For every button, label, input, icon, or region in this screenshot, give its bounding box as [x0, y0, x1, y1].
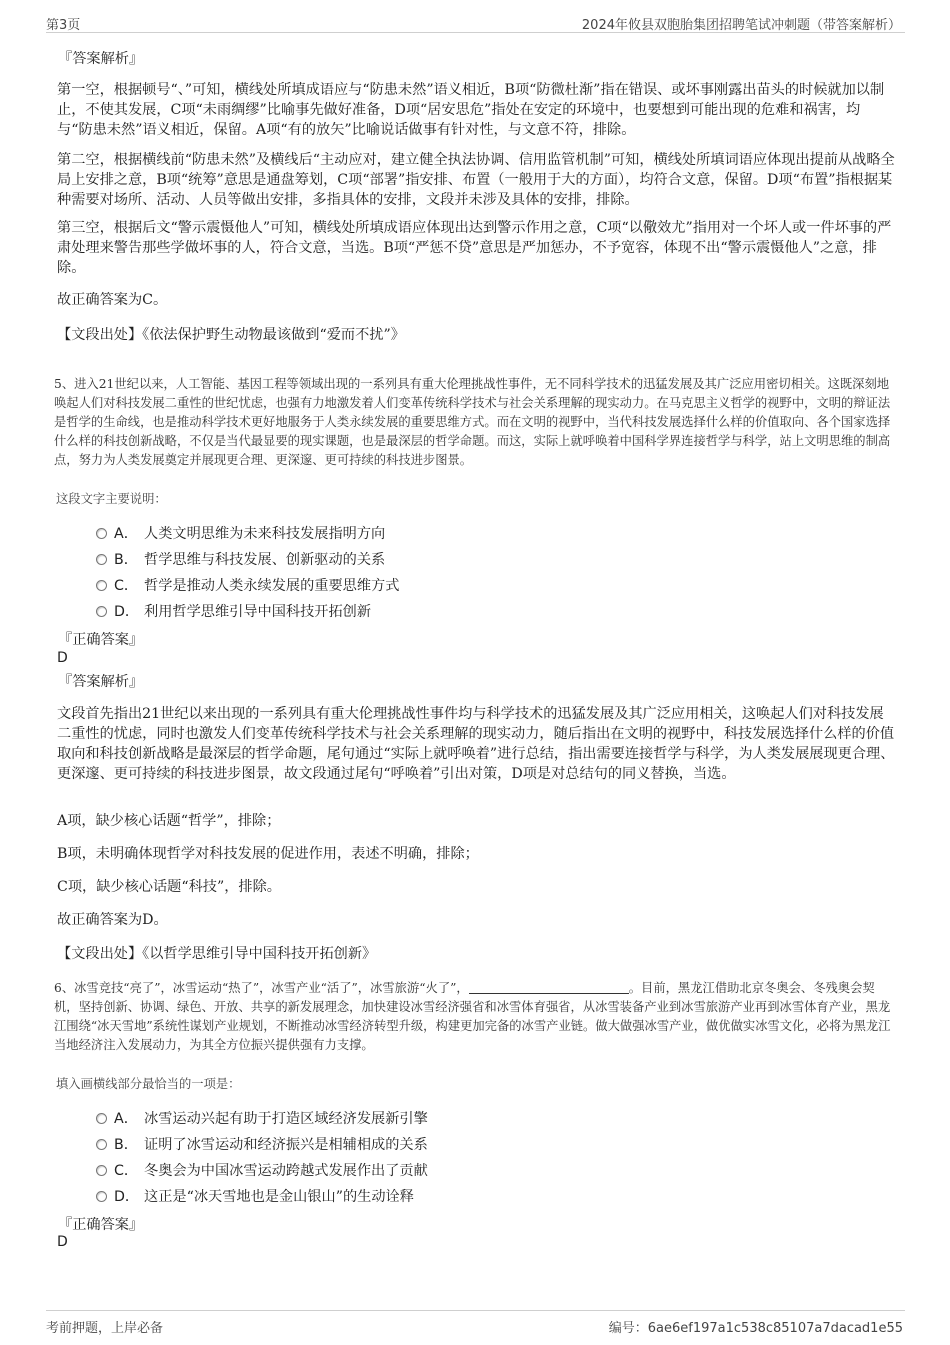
page-number: 第3页: [46, 18, 81, 33]
q6-prompt: 填入画横线部分最恰当的一项是：: [56, 1077, 241, 1091]
q6-option-d[interactable]: D． 这正是“冰天雪地也是金山银山”的生动诠释: [96, 1187, 414, 1207]
q5-analysis-p1: 文段首先指出21世纪以来出现的一系列具有重大伦理挑战性事件均与科学技术的迅猛发展及其广泛应用相关，这唤起人们对科技发展二重性的忧虑，同时也激发人们变革传统科学技术与社会关系理解的现实动力，随后指出在文明的视野中，科技发展选择什么样的价值取向和科技创新战略是最深层的哲学命题，尾句通过“实际上就呼唤着”进行总结，指出需要连接哲学与科学，为人类发展展现更合理、更深邃、更可持续的科技进步图景，故文段通过尾句“呼唤着”引出对策，D项是对总结句的同义替换，当选。: [57, 706, 895, 782]
q5-answer: D: [57, 650, 68, 666]
document-code: 编号：6ae6ef197a1c538c85107a7dacad1e55: [608, 1321, 903, 1336]
q5-prompt: 这段文字主要说明：: [56, 492, 167, 506]
q4-conclusion: 故正确答案为C。: [57, 292, 168, 308]
radio-icon[interactable]: [96, 606, 107, 617]
q6-answer: D: [57, 1234, 68, 1250]
q4-analysis-label: 『答案解析』: [58, 51, 144, 67]
q5-option-b[interactable]: B． 哲学思维与科技发展、创新驱动的关系: [96, 550, 385, 570]
q5-correct-label: 『正确答案』: [58, 632, 144, 648]
q5-analysis-option-a: A项，缺少核心话题“哲学”，排除；: [57, 813, 281, 829]
q4-analysis-p1: 第一空，根据顿号“、”可知，横线处所填成语应与“防患未然”语义相近，B项“防微杜渐”指在错误、或坏事刚露出苗头的时候就加以制止，不使其发展，C项“未雨绸缪”比喻事先做好准备，D项“居安思危”指处在安定的环境中，也要想到可能出现的危难和祸害，均与“防患未然”语义相近，保留。A项“有的放矢”比喻说话做事有针对性，与文意不符，排除。: [57, 82, 885, 138]
radio-icon[interactable]: [96, 1191, 107, 1202]
radio-icon[interactable]: [96, 580, 107, 591]
q6-option-a[interactable]: A． 冰雪运动兴起有助于打造区域经济发展新引擎: [96, 1109, 428, 1129]
radio-icon[interactable]: [96, 554, 107, 565]
q4-analysis-p3: 第三空，根据后文“警示震慑他人”可知，横线处所填成语应体现出达到警示作用之意，C项“以儆效尤”指用对一个坏人或一件坏事的严肃处理来警告那些学做坏事的人，符合文意，当选。B项“严惩不贷”意思是严加惩办，不予宽容，体现不出“警示震慑他人”之意，排除。: [57, 220, 892, 276]
footer-slogan: 考前押题，上岸必备: [46, 1321, 164, 1336]
radio-icon[interactable]: [96, 1139, 107, 1150]
q6-correct-label: 『正确答案』: [58, 1217, 144, 1233]
q6-question-text: 6、冰雪竞技“亮了”，冰雪运动“热了”，冰雪产业“活了”，冰雪旅游“火了”， 。目前，黑龙江借助北京冬奥会、冬残奥会契机，坚持创新、协调、绿色、开放、共享的新发展理念，加快建设冰雪经济强省和冰雪体育强省，从冰雪装备产业到冰雪旅游产业再到冰雪体育产业，黑龙江围绕“冰天雪地”系统性谋划产业规划，不断推动冰雪经济转型升级，构建更加完备的冰雪产业链。做大做强冰雪产业，做优做实冰雪文化，必将为黑龙江当地经济注入发展动力，为其全方位振兴提供强有力支撑。: [54, 981, 891, 1052]
page-footer: [46, 1310, 905, 1341]
q5-option-d[interactable]: D． 利用哲学思维引导中国科技开拓创新: [96, 602, 371, 622]
q5-analysis-label: 『答案解析』: [58, 674, 144, 690]
q5-analysis-option-c: C项，缺少核心话题“科技”，排除。: [57, 879, 281, 895]
q5-conclusion: 故正确答案为D。: [57, 912, 168, 928]
q6-option-b[interactable]: B． 证明了冰雪运动和经济振兴是相辅相成的关系: [96, 1135, 428, 1155]
q5-option-a[interactable]: A． 人类文明思维为未来科技发展指明方向: [96, 524, 385, 544]
q4-source: 【文段出处】《依法保护野生动物最该做到“爱而不扰”》: [57, 327, 405, 343]
q5-analysis-option-b: B项，未明确体现哲学对科技发展的促进作用，表述不明确，排除；: [57, 846, 479, 862]
radio-icon[interactable]: [96, 1113, 107, 1124]
page-header: [46, 10, 905, 33]
q4-analysis-p2: 第二空，根据横线前“防患未然”及横线后“主动应对，建立健全执法协调、信用监管机制”可知，横线处所填词语应体现出提前从战略全局上安排之意，B项“统筹”意思是通盘筹划，C项“部署”指安排、布置（一般用于大的方面），均符合文意，保留。D项“布置”指根据某种需要对场所、活动、人员等做出安排，多指具体的安排，文段并未涉及具体的安排，排除。: [57, 152, 895, 208]
document-title: 2024年攸县双胞胎集团招聘笔试冲刺题（带答案解析）: [581, 18, 901, 33]
q6-option-c[interactable]: C． 冬奥会为中国冰雪运动跨越式发展作出了贡献: [96, 1161, 428, 1181]
q5-question-text: 5、进入21世纪以来，人工智能、基因工程等领域出现的一系列具有重大伦理挑战性事件，无不同科学技术的迅猛发展及其广泛应用密切相关。这既深刻地唤起人们对科技发展二重性的世纪忧虑，也强有力地激发着人们变革传统科学技术与社会关系理解的现实动力。在马克思主义哲学的视野中，文明的辩证法是哲学的生命线，也是推动科学技术更好地服务于人类永续发展的重要思维方式。而在文明的视野中，当代科技发展选择什么样的价值取向、各个国家选择什么样的科技创新战略，不仅是当代最显要的现实课题，也是最深层的哲学命题。而这，实际上就呼唤着中国科学界连接哲学与科学，站上文明思维的制高点，努力为人类发展奠定并展现更合理、更深邃、更可持续的科技进步图景。: [54, 377, 891, 467]
radio-icon[interactable]: [96, 528, 107, 539]
fill-blank: [469, 980, 629, 994]
q5-source: 【文段出处】《以哲学思维引导中国科技开拓创新》: [57, 946, 377, 962]
radio-icon[interactable]: [96, 1165, 107, 1176]
q5-option-c[interactable]: C． 哲学是推动人类永续发展的重要思维方式: [96, 576, 399, 596]
